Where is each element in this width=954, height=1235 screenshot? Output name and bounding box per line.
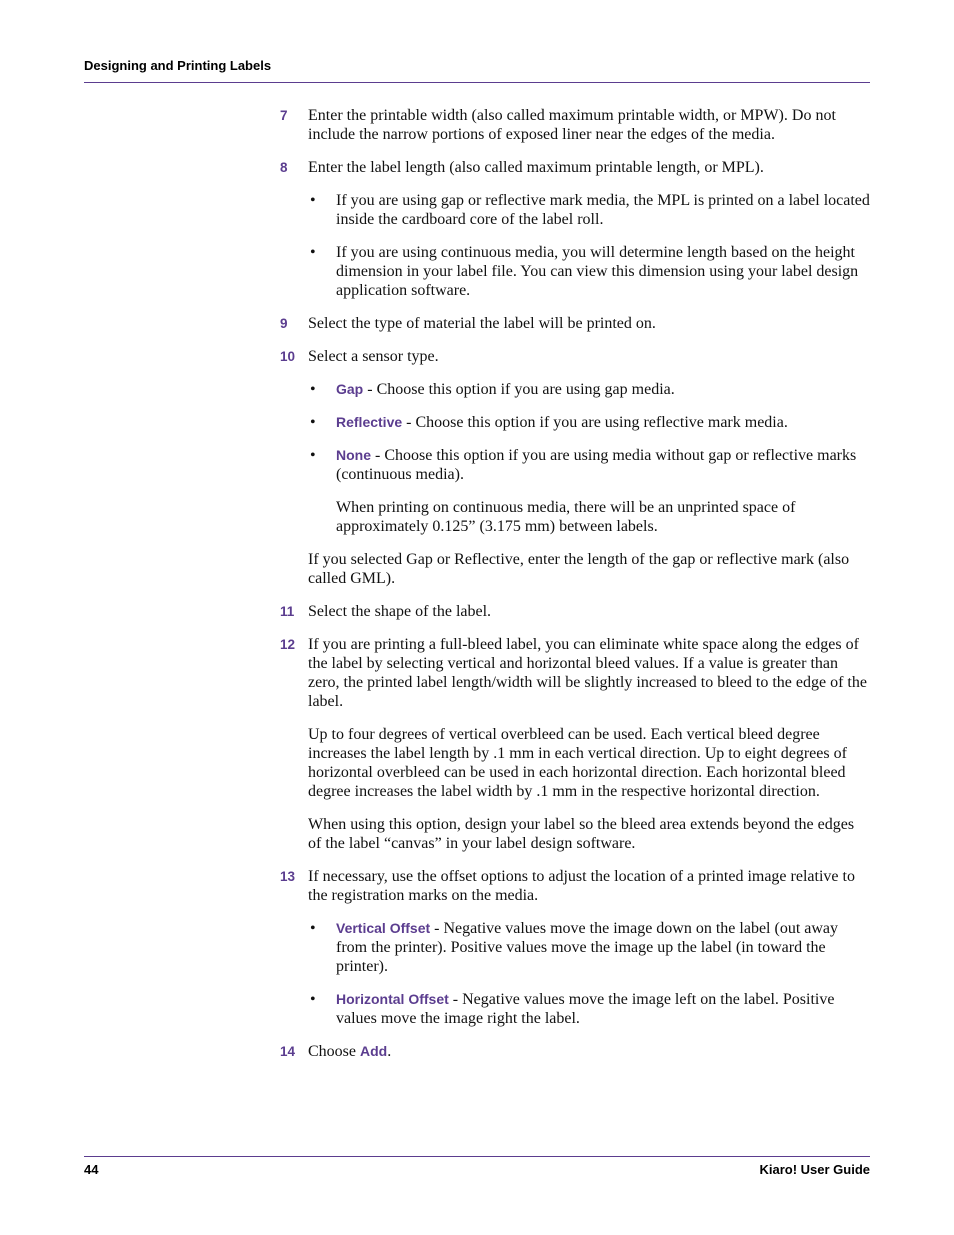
bullet-icon: •	[310, 381, 316, 398]
bullet-text: - Choose this option if you are using media without gap or reflective marks (continuous media).	[336, 447, 857, 483]
bullet-icon: •	[310, 414, 316, 431]
step-number: 14	[280, 1044, 296, 1059]
bullet-text: - Negative values move the image left on the label. Positive values move the image right the label.	[336, 991, 835, 1027]
guide-title: Kiaro! User Guide	[759, 1162, 870, 1177]
bullet-text: If you are using continuous media, you will determine length based on the height dimension in your label file. You can view this dimension using your label design application software.	[336, 244, 859, 299]
bullet-text: - Choose this option if you are using gap media.	[363, 381, 675, 398]
step-text: If necessary, use the offset options to adjust the location of a printed image relative to the registration marks on the media.	[308, 868, 855, 904]
option-term-none: None	[336, 447, 371, 463]
list-item	[310, 191, 870, 229]
step-text: Select the type of material the label will be printed on.	[308, 315, 656, 332]
step-text: If you are printing a full-bleed label, you can eliminate white space along the edges of the label by selecting vertical and horizontal bleed values. If a value is greater than zero, the printed label length/width will be slightly increased to bleed to the edge of the label.	[308, 636, 867, 710]
step-number: 11	[280, 604, 295, 619]
option-term-vertical-offset: Vertical Offset	[336, 920, 431, 936]
step-paragraph: Up to four degrees of vertical overbleed can be used. Each vertical bleed degree increases the label length by .1 mm in each vertical direction. Up to eight degrees of horizontal overbleed can be used in each horizontal direction. Each horizontal bleed degree increases the label width by .1 mm in the respective horizontal direction.	[308, 726, 847, 800]
step-text-end: .	[387, 1043, 392, 1060]
bullet-text: If you are using gap or reflective mark media, the MPL is printed on a label located inside the cardboard core of the label roll.	[336, 192, 870, 228]
list-item-horizontal-offset	[310, 990, 870, 1028]
list-item-none	[310, 446, 870, 484]
bullet-text: - Negative values move the image down on the label (out away from the printer). Positive values move the image up the label (in toward the printer).	[336, 920, 839, 975]
step-number: 8	[280, 160, 288, 175]
main-content	[280, 106, 870, 1075]
list-item	[310, 243, 870, 300]
step-number: 9	[280, 316, 288, 331]
list-item-reflective	[310, 413, 870, 432]
bullet-icon: •	[310, 447, 316, 464]
step-12	[280, 635, 870, 711]
bullet-icon: •	[310, 244, 316, 261]
step-7	[280, 106, 870, 144]
step-text: Choose	[308, 1043, 360, 1060]
step-10	[280, 347, 870, 366]
step-text: Select the shape of the label.	[308, 603, 492, 620]
list-item-gap	[310, 380, 870, 399]
bullet-icon: •	[310, 192, 316, 209]
bullet-icon: •	[310, 920, 316, 937]
step-text: Select a sensor type.	[308, 348, 439, 365]
option-term-reflective: Reflective	[336, 414, 403, 430]
step-number: 10	[280, 349, 296, 364]
step-text: Enter the label length (also called maximum printable length, or MPL).	[308, 159, 764, 176]
option-term-horizontal-offset: Horizontal Offset	[336, 991, 449, 1007]
option-term-gap: Gap	[336, 381, 364, 397]
header-rule	[84, 82, 870, 83]
bullet-text: - Choose this option if you are using reflective mark media.	[402, 414, 788, 431]
list-item-vertical-offset	[310, 919, 870, 976]
step-13	[280, 867, 870, 905]
footer-rule	[84, 1156, 870, 1157]
step-number: 13	[280, 869, 296, 884]
step-9	[280, 314, 870, 333]
bullet-icon: •	[310, 991, 316, 1008]
add-term: Add	[360, 1043, 388, 1059]
step-paragraph: If you selected Gap or Reflective, enter the length of the gap or reflective mark (also called GML).	[308, 551, 850, 587]
note-paragraph: When printing on continuous media, there will be an unprinted space of approximately 0.125” (3.175 mm) between labels.	[336, 499, 796, 535]
step-11	[280, 602, 870, 621]
step-number: 7	[280, 108, 288, 123]
step-text: Enter the printable width (also called maximum printable width, or MPW). Do not include the narrow portions of exposed liner near the edges of the media.	[308, 107, 836, 143]
step-number: 12	[280, 637, 296, 652]
running-header: Designing and Printing Labels	[84, 58, 272, 73]
page-number: 44	[84, 1162, 99, 1177]
step-14	[280, 1042, 870, 1061]
step-paragraph: When using this option, design your label so the bleed area extends beyond the edges of the label “canvas” in your label design software.	[308, 816, 855, 852]
step-8	[280, 158, 870, 177]
